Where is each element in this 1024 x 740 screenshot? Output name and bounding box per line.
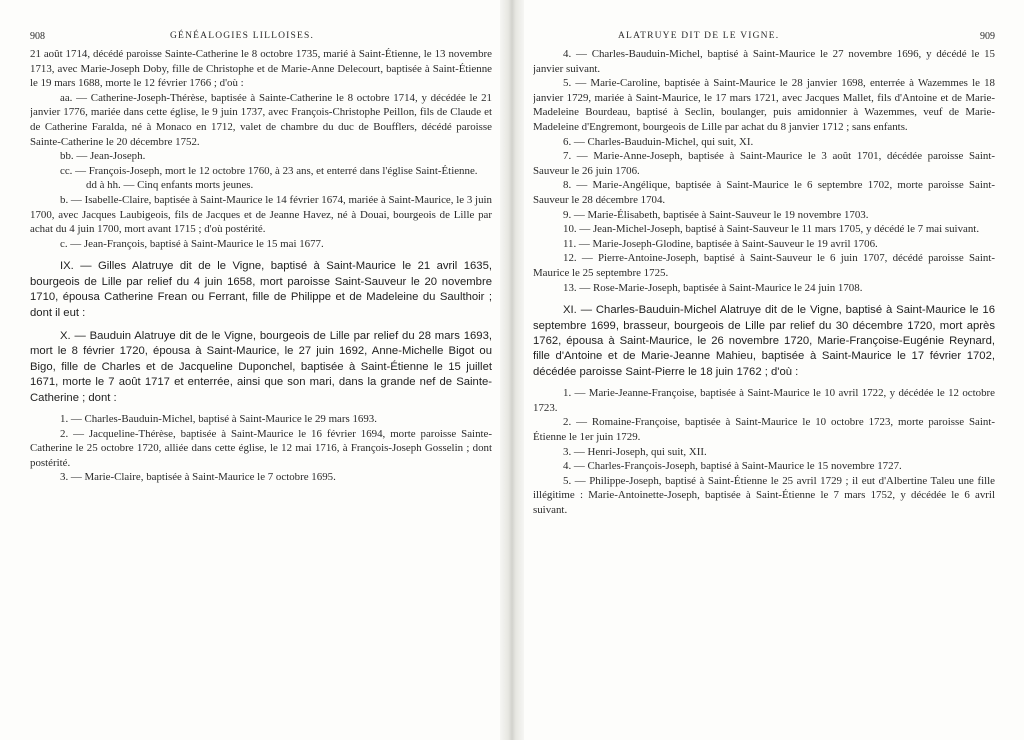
paragraph: cc. — François-Joseph, mort le 12 octobre 1760, à 23 ans, et enterré dans l'église Saint-Étienne. — [60, 164, 478, 177]
paragraph: 13. — Rose-Marie-Joseph, baptisée à Saint-Maurice le 24 juin 1708. — [563, 281, 863, 294]
running-title: ALATRUYE DIT DE LE VIGNE. — [618, 31, 780, 41]
paragraph: 9. — Marie-Élisabeth, baptisée à Saint-Sauveur le 19 novembre 1703. — [563, 208, 869, 221]
paragraph: 5. — Marie-Caroline, baptisée à Saint-Maurice le 28 janvier 1698, enterrée à Wazemmes le 18 janvier 1729, mariée à Saint-Maurice, le 17 mars 1721, avec Jacques Mallet, fils d'Antoine et de Marie-Madeleine Bourdeau, baptisé à Seclin, boulanger, puis amidonnier à Wazemmes, veuf de Marie-Madeleine d'Engremont, bourgeois de Lille par achat du 8 janvier 1712 ; sans enfants. — [533, 77, 995, 133]
paragraph: b. — Isabelle-Claire, baptisée à Saint-Maurice le 14 février 1674, mariée à Saint-Maurice, le 3 juin 1700, avec Jacques Laubigeois, fils de Jacques et de Jeanne Havez, né à Douai, bourgeois de Lille par achat du 4 juin 1700, mort avant 1715 ; d'où postérité. — [30, 193, 492, 236]
paragraph: c. — Jean-François, baptisé à Saint-Maurice le 15 mai 1677. — [60, 237, 324, 250]
paragraph: 5. — Philippe-Joseph, baptisé à Saint-Étienne le 25 avril 1729 ; il eut d'Albertine Taleu une fille illégitime : Marie-Antoinette-Joseph, baptisée à Saint-Étienne le 7 mars 1752, y décédée le 6 avril suivant. — [533, 474, 995, 516]
right-page-body — [533, 47, 995, 517]
paragraph: 11. — Marie-Joseph-Glodine, baptisée à Saint-Sauveur le 19 avril 1706. — [563, 237, 878, 250]
paragraph: dd à hh. — Cinq enfants morts jeunes. — [86, 179, 254, 192]
paragraph: 2. — Romaine-Françoise, baptisée à Saint-Maurice le 10 octobre 1723, morte paroisse Saint-Étienne le 1er juin 1729. — [533, 416, 995, 443]
left-page-header — [30, 0, 492, 40]
running-title: GÉNÉALOGIES LILLOISES. — [170, 31, 315, 41]
left-page — [30, 0, 492, 740]
paragraph: 12. — Pierre-Antoine-Joseph, baptisé à Saint-Sauveur le 6 juin 1707, décédé paroisse Saint-Maurice le 25 septembre 1725. — [533, 252, 995, 279]
section-xi: XI. — Charles-Bauduin-Michel Alatruye dit de le Vigne, baptisé à Saint-Maurice le 16 septembre 1699, brasseur, bourgeois de Lille par relief du 30 décembre 1720, mort après 1762, épousa à Saint-Maurice, le 26 novembre 1720, Marie-Françoise-Eugénie Reynard, fille d'Antoine et de Marie-Jeanne Mahieu, baptisée à Saint-Maurice le 17 février 1702, décédée paroisse Saint-Pierre le 18 juin 1762 ; d'où : — [533, 304, 995, 378]
paragraph: bb. — Jean-Joseph. — [60, 150, 146, 163]
paragraph: 3. — Henri-Joseph, qui suit, XII. — [563, 445, 707, 458]
page-number: 909 — [980, 31, 995, 42]
left-page-body — [30, 47, 492, 485]
paragraph: 2. — Jacqueline-Thérèse, baptisée à Saint-Maurice le 16 février 1694, morte paroisse Sainte-Catherine le 25 octobre 1720, alliée dans cette église, le 12 mai 1716, à François-Joseph Gosselin ; dont postérité. — [30, 427, 492, 469]
paragraph: aa. — Catherine-Joseph-Thérèse, baptisée à Sainte-Catherine le 8 octobre 1714, y décédée le 21 janvier 1776, mariée dans cette église, le 9 juin 1737, avec François-Christophe Peillon, fils de Claude et de Catherine Faralda, né à Monaco en 1712, valet de chambre du duc de Boufflers, décédé paroisse Sainte-Catherine le 20 décembre 1752. — [30, 91, 492, 148]
paragraph: 1. — Charles-Bauduin-Michel, baptisé à Saint-Maurice le 29 mars 1693. — [60, 412, 377, 425]
paragraph: 10. — Jean-Michel-Joseph, baptisé à Saint-Sauveur le 11 mars 1705, y décédé le 7 mai suivant. — [563, 223, 980, 236]
paragraph: 7. — Marie-Anne-Joseph, baptisée à Saint-Maurice le 3 août 1701, décédée paroisse Saint-Sauveur le 26 juin 1706. — [533, 150, 995, 177]
section-ix: IX. — Gilles Alatruye dit de le Vigne, baptisé à Saint-Maurice le 21 avril 1635, bourgeois de Lille par relief du 4 juin 1658, mort paroisse Saint-Sauveur le 20 novembre 1710, épousa Catherine Frean ou Ferrant, fille de Philippe et de Madeleine du Saulthoir ; dont il eut : — [30, 260, 492, 319]
right-page-header — [533, 0, 995, 40]
paragraph: 21 août 1714, décédé paroisse Sainte-Catherine le 8 octobre 1735, marié à Saint-Étienne, le 13 novembre 1713, avec Marie-Joseph Doby, fille de Christophe et de Marie-Anne Delecourt, baptisée à Saint-Étienne le 19 mars 1688, morte le 12 février 1766 ; d'où : — [30, 48, 492, 90]
book-gutter — [500, 0, 524, 740]
paragraph: 3. — Marie-Claire, baptisée à Saint-Maurice le 7 octobre 1695. — [60, 471, 336, 484]
section-x: X. — Bauduin Alatruye dit de le Vigne, bourgeois de Lille par relief du 28 mars 1693, mort le 8 février 1720, épousa à Saint-Maurice, le 27 juin 1692, Anne-Michelle Bigot ou Bigo, fille de Charles et de Jacqueline Duponchel, baptisée à Saint-Étienne le 15 juillet 1671, morte le 7 août 1717 et enterrée, ainsi que son mari, dans la grande nef de Sainte-Catherine ; dont : — [30, 329, 492, 404]
paragraph: 6. — Charles-Bauduin-Michel, qui suit, XI. — [563, 135, 754, 148]
paragraph: 4. — Charles-Bauduin-Michel, baptisé à Saint-Maurice le 27 novembre 1696, y décédé le 15 janvier suivant. — [533, 48, 995, 75]
right-page — [533, 0, 995, 740]
paragraph: 8. — Marie-Angélique, baptisée à Saint-Maurice le 6 septembre 1702, morte paroisse Saint-Sauveur le 28 décembre 1704. — [533, 179, 995, 206]
paragraph: 1. — Marie-Jeanne-Françoise, baptisée à Saint-Maurice le 10 avril 1722, y décédée le 12 octobre 1723. — [533, 387, 995, 414]
page-number: 908 — [30, 31, 45, 42]
paragraph: 4. — Charles-François-Joseph, baptisé à Saint-Maurice le 15 novembre 1727. — [563, 460, 902, 473]
